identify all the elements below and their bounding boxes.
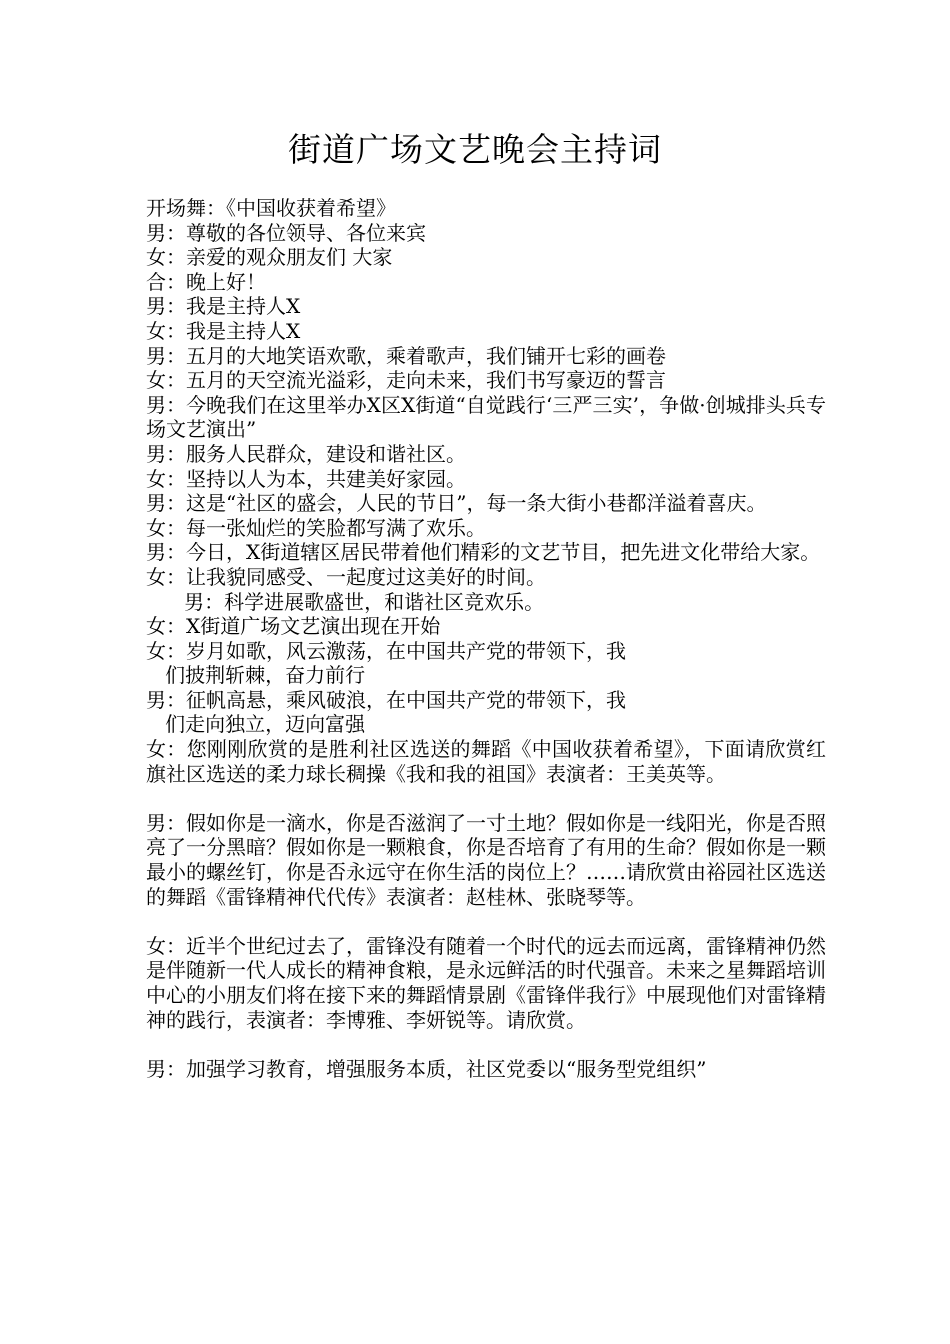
script-line: 女：坚持以人为本，共建美好家园。	[146, 466, 466, 491]
script-line: 女：X街道广场文艺演出现在开始	[146, 614, 441, 639]
script-line: 男：五月的大地笑语欢歌，乘着歌声，我们铺开七彩的画卷	[146, 343, 666, 368]
script-line: 女：五月的天空流光溢彩，走向未来，我们书写豪迈的誓言	[146, 368, 666, 393]
document-title: 街道广场文艺晚会主持词	[288, 130, 662, 169]
script-line: 合：晚上好！	[146, 269, 266, 294]
paragraph-spacer	[146, 786, 826, 811]
script-line: 女：让我貌同感受、一起度过这美好的时间。	[146, 564, 546, 589]
script-line: 女：亲爱的观众朋友们 大家	[146, 245, 393, 270]
script-line: 们走向独立，迈向富强	[146, 712, 366, 737]
script-line: 开场舞：《中国收获着希望》	[146, 196, 396, 220]
document-body	[146, 196, 826, 1081]
script-paragraph: 女：您刚刚欣赏的是胜利社区选送的舞蹈《中国收获着希望》，下面请欣赏红旗社区选送的柔力球长稠操《我和我的祖国》表演者：王美英等。	[146, 737, 826, 786]
script-line: 男：尊敬的各位领导、各位来宾	[146, 220, 426, 245]
script-paragraph: 男：今日，X街道辖区居民带着他们精彩的文艺节目，把先进文化带给大家。	[146, 540, 821, 565]
script-paragraph: 男：假如你是一滴水，你是否滋润了一寸土地？假如你是一线阳光，你是否照亮了一分黑暗？假如你是一颗粮食，你是否培育了有用的生命？假如你是一颗最小的螺丝钉，你是否永远守在你生活的岗位上？……请欣赏由裕园社区选送的舞蹈《雷锋精神代代传》表演者：赵桂林、张晓琴等。	[146, 810, 826, 909]
script-line: 女：岁月如歌，风云激荡，在中国共产党的带领下，我	[146, 638, 626, 663]
script-line: 男：我是主持人X	[146, 294, 301, 319]
script-line: 男：科学进展歌盛世，和谐社区竞欢乐。	[146, 589, 545, 614]
script-paragraph: 男：这是“社区的盛会，人民的节日”，每一条大街小巷都洋溢着喜庆。	[146, 491, 767, 516]
paragraph-spacer	[146, 909, 826, 934]
script-line: 男：服务人民群众，建设和谐社区。	[146, 441, 466, 466]
script-line: 男：征帆高悬，乘风破浪，在中国共产党的带领下，我	[146, 687, 626, 712]
script-line: 女：我是主持人X	[146, 318, 301, 343]
script-line: 们披荆斩棘，奋力前行	[146, 663, 366, 688]
script-line: 女：每一张灿烂的笑脸都写满了欢乐。	[146, 515, 486, 540]
script-paragraph: 男：加强学习教育，增强服务本质，社区党委以“服务型党组织”	[146, 1056, 707, 1081]
paragraph-spacer	[146, 1032, 826, 1057]
script-paragraph: 男：今晚我们在这里举办X区X街道“自觉践行‘三严三实’，争做·创城排头兵专场文艺演出”	[146, 392, 826, 442]
script-paragraph: 女：近半个世纪过去了，雷锋没有随着一个时代的远去而远离，雷锋精神仍然是伴随新一代人成长的精神食粮，是永远鲜活的时代强音。未来之星舞蹈培训中心的小朋友们将在接下来的舞蹈情景剧《雷锋伴我行》中展现他们对雷锋精神的践行，表演者：李博雅、李妍锐等。请欣赏。	[146, 933, 826, 1032]
